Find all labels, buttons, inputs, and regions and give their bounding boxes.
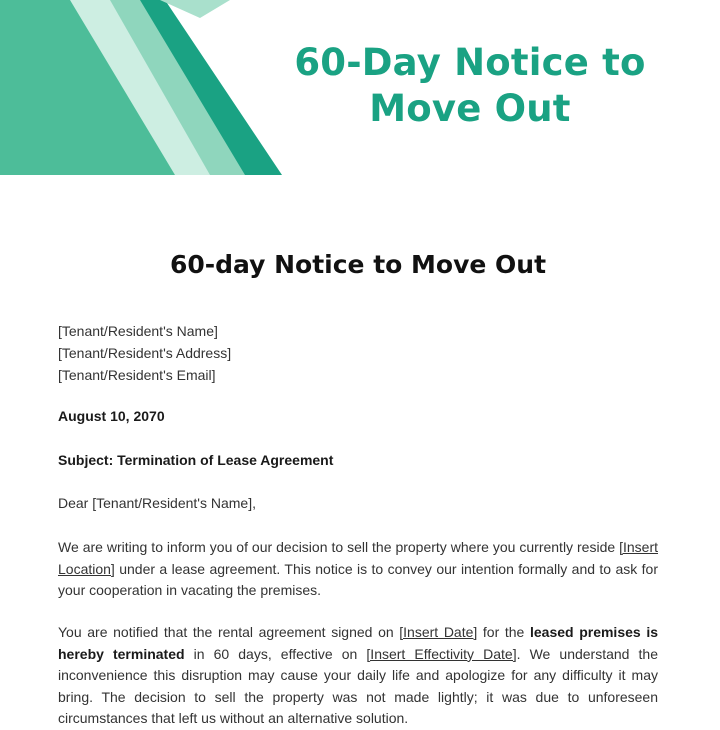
banner-title: [290, 40, 650, 132]
letter-date: August 10, 2070: [58, 408, 165, 424]
placeholder-effectivity-date: [Insert Effectivity Date]: [366, 645, 517, 662]
p2-text-2: for the: [477, 624, 530, 640]
p2-text-4: . We understand the inconvenience this disruption may cause your daily life and apologize for any difficulty it may bring. The decision to sell the property was not made lightly; it was due to unforeseen circumstances that left us without an alternative solution.: [58, 645, 658, 727]
letter-subject: Subject: Termination of Lease Agreement: [58, 452, 334, 468]
address-line-email: [Tenant/Resident's Email]: [58, 367, 216, 383]
p1-text-1: We are writing to inform you of our decision to sell the property where you currently reside: [58, 539, 620, 555]
p2-bold-termination: leased premises is hereby terminated: [58, 624, 658, 662]
letter-greeting: Dear [Tenant/Resident's Name],: [58, 495, 256, 511]
paragraph-2: [58, 622, 658, 730]
placeholder-location: [Insert Location]: [58, 539, 658, 577]
banner-title-line1: 60-Day Notice to: [294, 41, 646, 84]
p2-text-3: in 60 days, effective on: [184, 645, 367, 662]
placeholder-date: [Insert Date]: [399, 624, 478, 640]
paragraph-1: [58, 537, 658, 602]
address-line-address: [Tenant/Resident's Address]: [58, 345, 232, 361]
header-banner: [0, 0, 720, 175]
document-title: 60-day Notice to Move Out: [169, 250, 547, 279]
recipient-address-block: [58, 320, 231, 386]
p2-text-1: You are notified that the rental agreement signed on: [58, 624, 400, 640]
address-line-name: [Tenant/Resident's Name]: [58, 323, 218, 339]
p1-text-2: under a lease agreement. This notice is to convey our intention formally and to ask for your cooperation in vacating the premises.: [58, 560, 658, 599]
banner-title-line2: Move Out: [369, 87, 571, 130]
